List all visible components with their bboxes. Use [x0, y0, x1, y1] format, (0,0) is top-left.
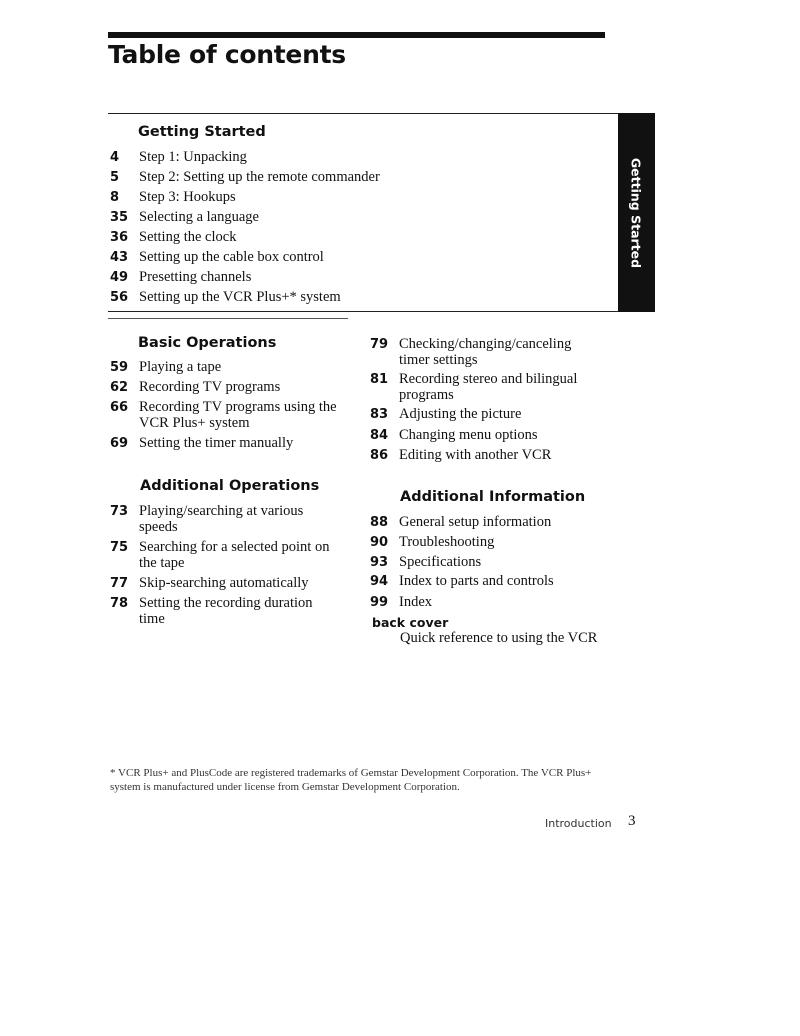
toc-entry[interactable] [110, 379, 349, 396]
toc-page-number: 86 [370, 448, 389, 463]
toc-entry-text: Searching for a selected point on the tape [139, 539, 330, 571]
additional-operations-heading: Additional Operations [140, 478, 320, 494]
toc-page-number: 5 [110, 170, 120, 185]
toc-entry-text: Specifications [399, 554, 482, 570]
toc-entry-text: Recording TV programs [139, 379, 281, 395]
toc-entry-text: General setup information [399, 514, 552, 530]
toc-page-number: 59 [110, 360, 129, 375]
toc-entry[interactable] [110, 539, 344, 571]
toc-page-number: 69 [110, 436, 129, 451]
toc-entry-text: Step 3: Hookups [139, 189, 236, 205]
toc-entry-text: Playing/searching at various speeds [139, 503, 304, 535]
toc-entry-text: Changing menu options [399, 427, 538, 443]
toc-entry-text: Setting up the cable box control [139, 249, 324, 265]
page-title: Table of contents [108, 40, 346, 69]
toc-entry[interactable] [110, 399, 349, 431]
toc-entry-text: Setting the clock [139, 229, 237, 245]
toc-entry-text: Adjusting the picture [399, 406, 522, 422]
toc-entry[interactable] [370, 573, 609, 590]
footer-page-number: 3 [628, 813, 636, 829]
toc-entry[interactable] [110, 503, 334, 535]
box-top-rule [108, 113, 618, 114]
toc-entry-text: Index to parts and controls [399, 573, 554, 589]
toc-page-number: 93 [370, 555, 389, 570]
toc-entry[interactable] [110, 359, 349, 376]
toc-page-number: 94 [370, 574, 389, 589]
toc-page-number: 78 [110, 596, 129, 611]
additional-information-heading: Additional Information [400, 489, 586, 505]
toc-entry[interactable] [370, 371, 599, 403]
toc-entry-text: Selecting a language [139, 209, 259, 225]
footer-section-name: Introduction [545, 817, 612, 830]
toc-page-number: 81 [370, 372, 389, 387]
toc-page-number: 8 [110, 190, 120, 205]
toc-page-number: 90 [370, 535, 389, 550]
getting-started-heading: Getting Started [138, 124, 266, 140]
toc-entry-text: Playing a tape [139, 359, 222, 375]
toc-page-number: 35 [110, 210, 129, 225]
top-rule [108, 32, 605, 38]
toc-entry-text: Index [399, 594, 433, 610]
back-cover-text[interactable]: Quick reference to using the VCR [400, 630, 598, 646]
toc-entry[interactable] [370, 514, 609, 531]
toc-entry-text: Troubleshooting [399, 534, 495, 550]
toc-page-number: 56 [110, 290, 129, 305]
toc-entry-text: Recording stereo and bilingual programs [399, 371, 578, 403]
toc-page-number: 75 [110, 540, 129, 555]
toc-entry[interactable] [110, 209, 559, 226]
toc-page-number: 62 [110, 380, 129, 395]
toc-entry-text: Presetting channels [139, 269, 252, 285]
toc-entry[interactable] [110, 149, 559, 166]
toc-entry-text: Editing with another VCR [399, 447, 552, 463]
toc-entry[interactable] [110, 189, 559, 206]
toc-entry[interactable] [110, 269, 559, 286]
toc-page-number: 77 [110, 576, 129, 591]
toc-entry-text: Setting the recording duration time [139, 595, 313, 627]
toc-page-number: 73 [110, 504, 129, 519]
toc-page-number: 84 [370, 428, 389, 443]
toc-entry[interactable] [110, 595, 334, 627]
toc-entry-text: Step 2: Setting up the remote commander [139, 169, 380, 185]
toc-page-number: 36 [110, 230, 129, 245]
toc-page-number: 83 [370, 407, 389, 422]
footnote: * VCR Plus+ and PlusCode are registered trademarks of Gemstar Development Corporation. The VCR Plus+ system is manufactured under license from Gemstar Development Corporation. [110, 767, 592, 793]
toc-page-number: 99 [370, 595, 389, 610]
back-cover-label: back cover [372, 615, 449, 630]
toc-entry[interactable] [370, 336, 599, 368]
toc-entry-text: Step 1: Unpacking [139, 149, 247, 165]
toc-entry[interactable] [110, 289, 559, 306]
toc-entry[interactable] [110, 575, 344, 592]
box-bottom-rule [108, 311, 618, 312]
toc-entry[interactable] [110, 249, 559, 266]
toc-entry[interactable] [110, 229, 559, 246]
toc-entry[interactable] [370, 406, 609, 423]
toc-entry-text: Recording TV programs using the VCR Plus+ system [139, 399, 337, 431]
toc-page-number: 66 [110, 400, 129, 415]
toc-entry[interactable] [370, 594, 609, 611]
toc-entry[interactable] [370, 534, 609, 551]
toc-entry-text: Setting up the VCR Plus+* system [139, 289, 341, 305]
toc-page-number: 43 [110, 250, 129, 265]
section-divider [108, 318, 348, 319]
toc-entry-text: Setting the timer manually [139, 435, 294, 451]
toc-entry-text: Skip-searching automatically [139, 575, 309, 591]
side-tab [618, 113, 655, 312]
toc-page-number: 88 [370, 515, 389, 530]
side-tab-label: Getting Started [628, 157, 644, 269]
toc-page-number: 49 [110, 270, 129, 285]
toc-entry[interactable] [370, 554, 609, 571]
toc-entry[interactable] [370, 447, 609, 464]
toc-page-number: 4 [110, 150, 120, 165]
toc-entry[interactable] [110, 435, 349, 452]
toc-page-number: 79 [370, 337, 389, 352]
basic-operations-heading: Basic Operations [138, 335, 277, 351]
toc-entry-text: Checking/changing/canceling timer settings [399, 336, 572, 368]
toc-entry[interactable] [110, 169, 559, 186]
toc-entry[interactable] [370, 427, 609, 444]
